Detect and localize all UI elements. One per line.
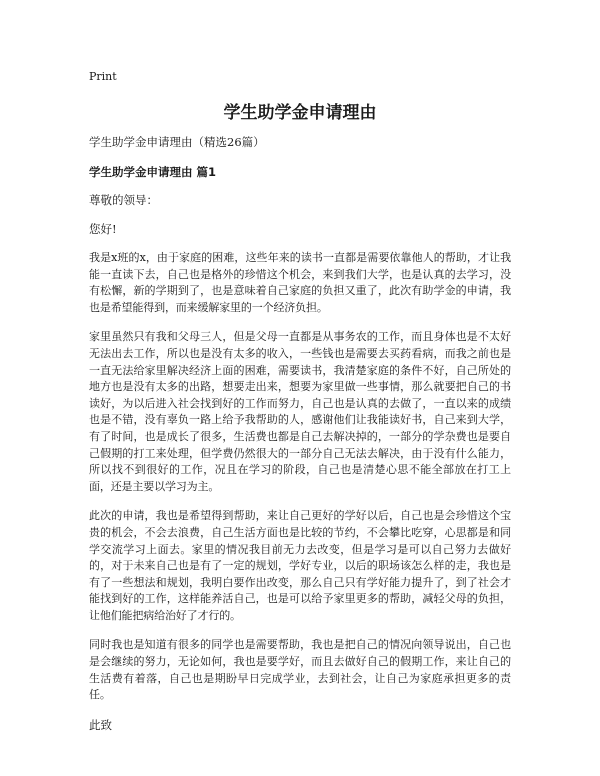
section-heading: 学生助学金申请理由 篇1 — [89, 165, 217, 179]
closing: 此致 — [89, 717, 112, 732]
body-paragraph: 我是x班的x，由于家庭的困难，这些年来的读书一直都是需要依靠他人的帮助，才让我能一直读下去，自己也是格外的珍惜这个机会，来到我们大学，也是认真的去学习，没有松懈，新的学期到了，也是意味着自己家庭的负担又重了，此次有助学金的申请，我也是希望能得到，而来缓解家里的一个经济负担。 — [89, 251, 511, 314]
print-link[interactable]: Print — [89, 70, 117, 83]
salutation: 尊敬的领导： — [89, 193, 158, 207]
greeting: 您好! — [89, 222, 117, 236]
body-paragraph: 同时我也是知道有很多的同学也是需要帮助，我也是把自己的情况向领导说出，自己也是会继续的努力，无论如何，我也是要学好，而且去做好自己的假期工作，来让自己的生活费有着落，自己也是期盼早日完成学业，去到社会，让自己为家庭承担更多的责任。 — [89, 638, 511, 702]
document-subtitle: 学生助学金申请理由（精选26篇） — [89, 135, 265, 149]
body-paragraph: 此次的申请，我也是希望得到帮助，来让自己更好的学好以后，自己也是会珍惜这个宝贵的机会，不会去浪费，自己生活方面也是比较的节约，不会攀比吃穿，心思都是和同学交流学习上面去。家里的情况我目前无力去改变，但是学习是可以自己努力去做好的，对于未来自己也是有了一定的规划，学好专业，以后的职场该怎么样的走，我也是有了一些想法和规划，我明白要作出改变，那么自己只有学好能力提升了，到了社会才能找到好的工作，这样能养活自己，也是可以给予家里更多的帮助，减轻父母的负担，让他们能把病给治好了才行的。 — [89, 509, 511, 622]
body-paragraph: 家里虽然只有我和父母三人，但是父母一直都是从事务农的工作，而且身体也是不太好无法出去工作，所以也是没有太多的收入，一些钱也是需要去买药看病，而我之前也是一直无法给家里解决经济上面的困难，需要读书，我清楚家庭的条件不好，自己所处的地方也是没有太多的出路，想要走出来，想要为家里做一些事情，那么就要把自己的书读好，为以后进入社会找到好的工作而努力，自己也是认真的去做了，一直以来的成绩也是不错，没有辜负一路上给予我帮助的人，感谢他们让我能读好书，自己来到大学，有了时间，也是成长了很多，生活费也都是自己去解决掉的，一部分的学杂费也是要自己假期的打工来处理，但学费仍然很大的一部分自己无法去解决，由于没有什么能力，所以找不到很好的工作，况且在学习的阶段，自己也是清楚心思不能全部放在打工上面，还是主要以学习为主。 — [89, 330, 511, 493]
document-body — [89, 134, 511, 746]
page-title: 学生助学金申请理由 — [223, 103, 377, 123]
